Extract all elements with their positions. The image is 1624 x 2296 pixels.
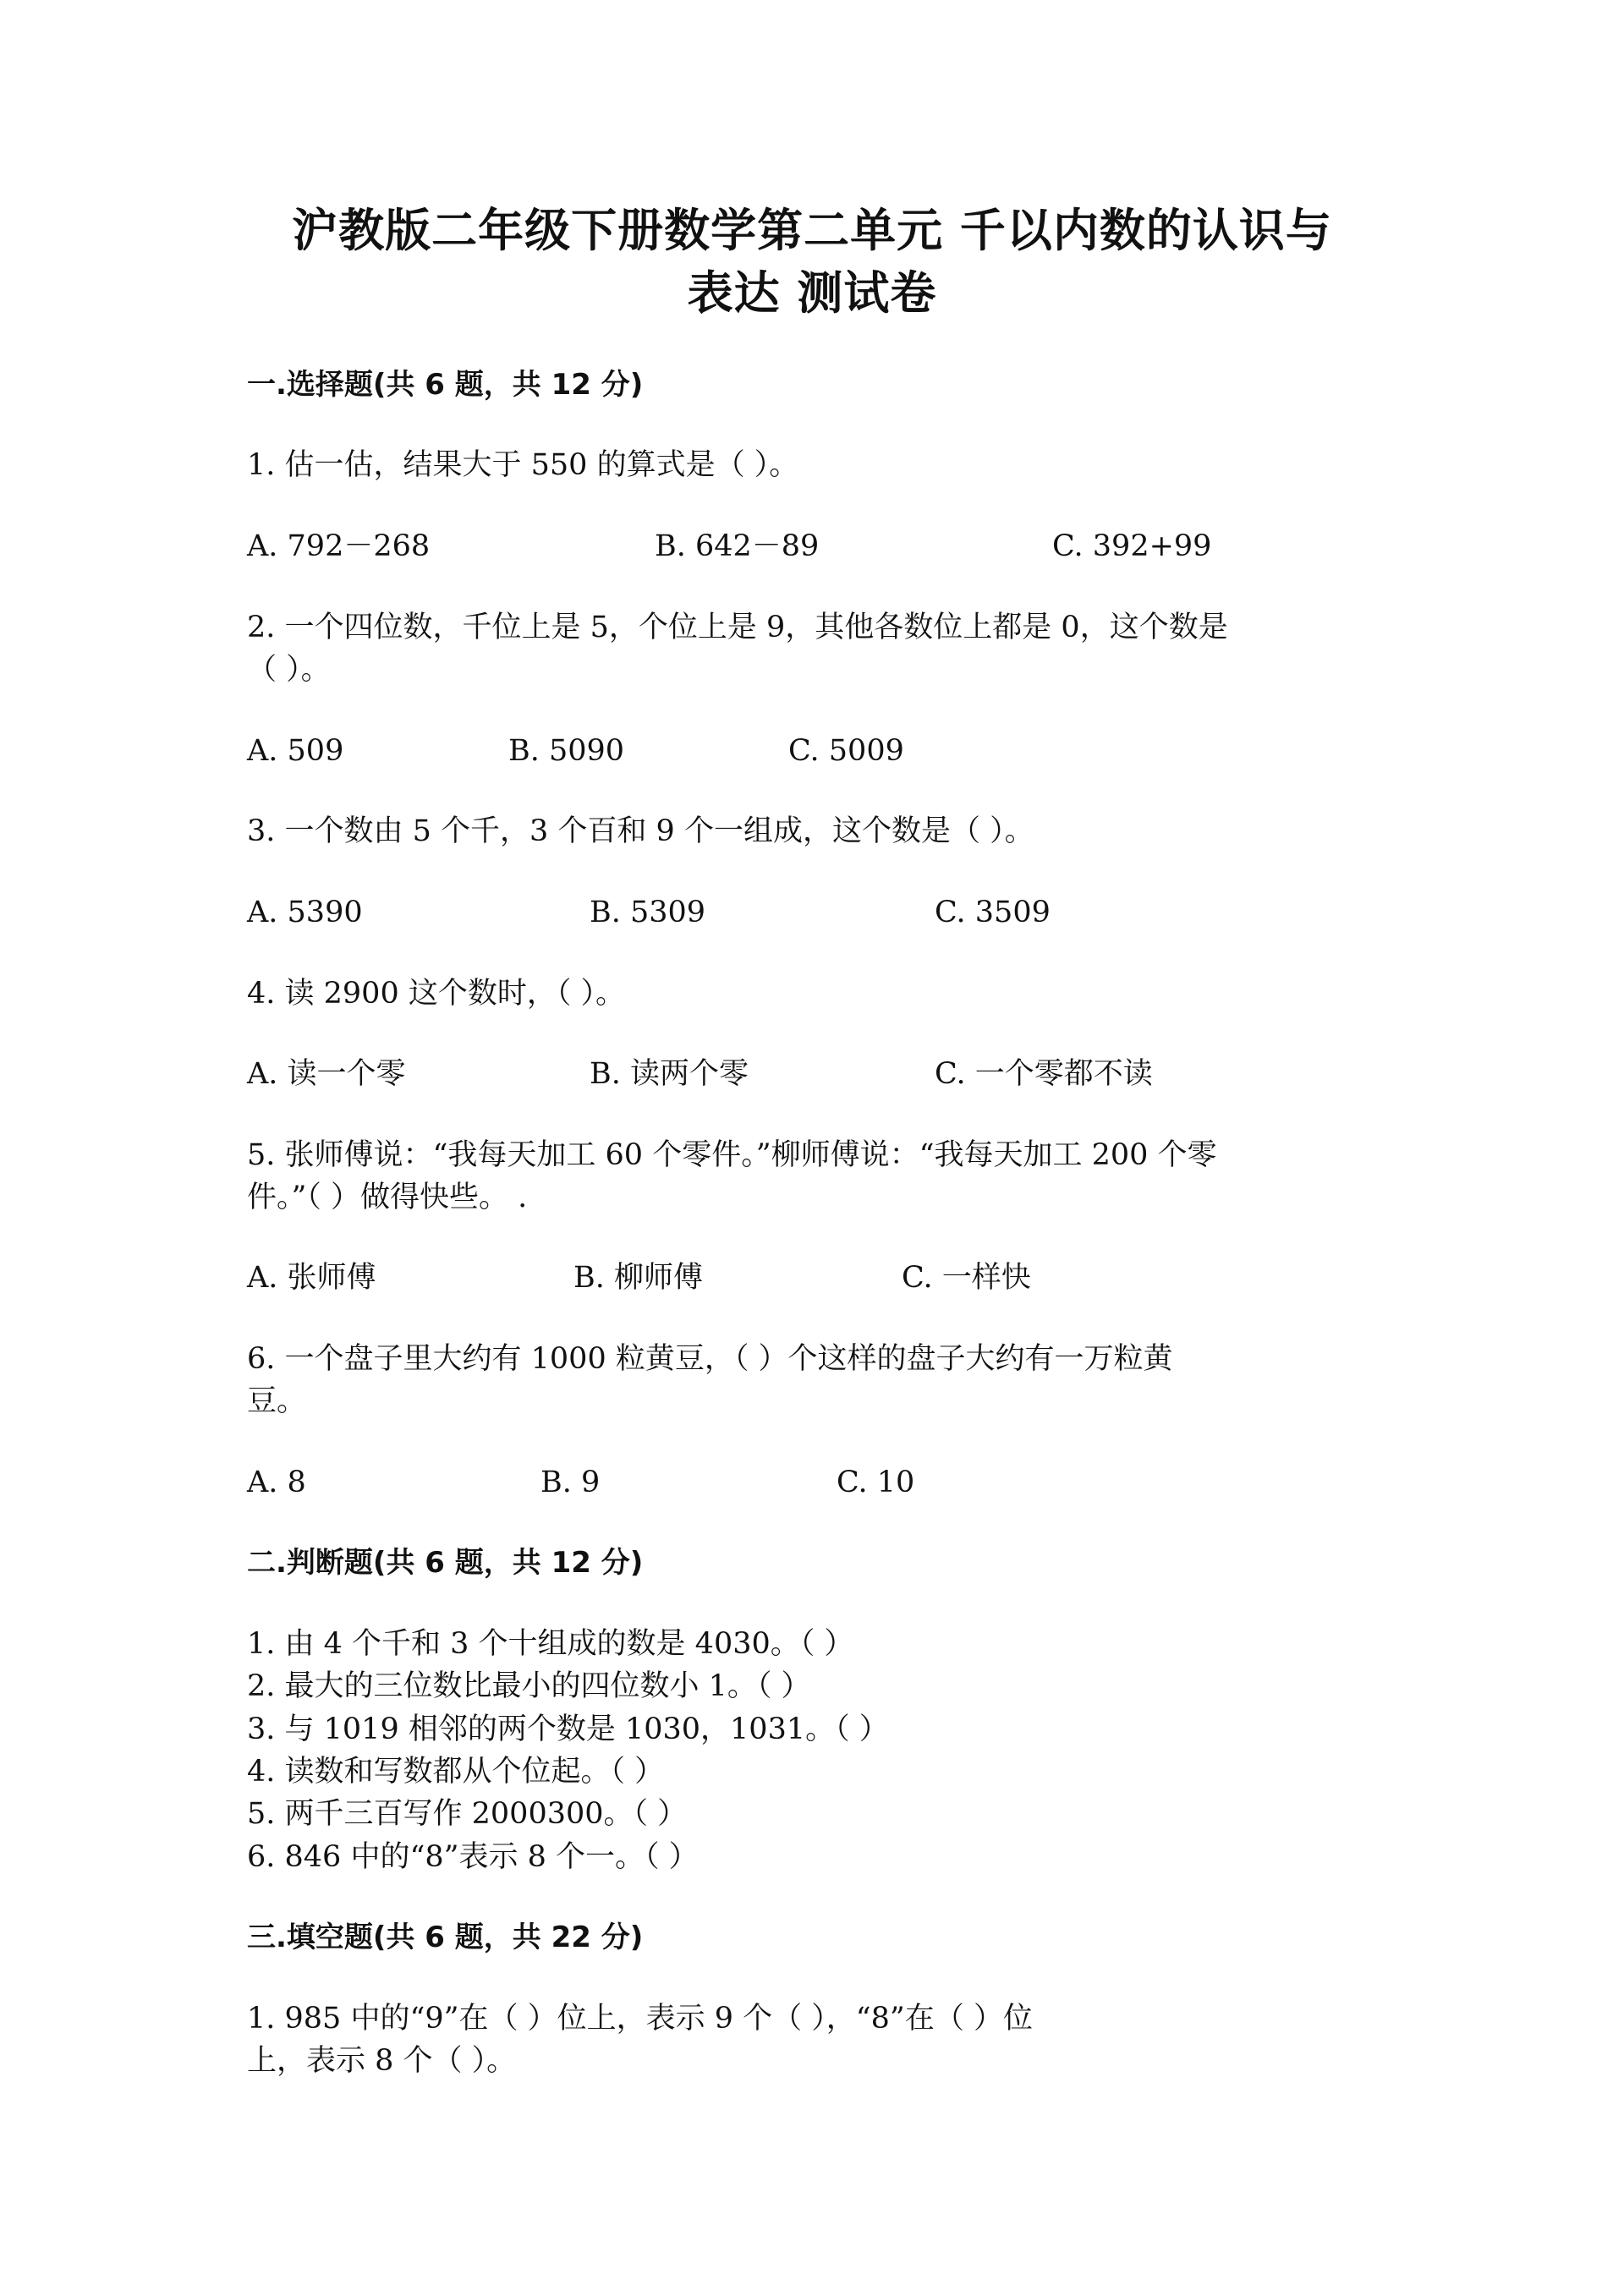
page-title-line-1: 沪教版二年级下册数学第二单元 千以内数的认识与	[292, 204, 1332, 257]
question-6-option-c: C. 10	[837, 1466, 915, 1499]
question-2-option-a: A. 509	[247, 734, 344, 768]
judgement-item-4: 4. 读数和写数都从个位起。（ ）	[247, 1755, 665, 1789]
question-2-text-line-2: （ ）。	[247, 653, 331, 687]
question-3-option-c: C. 3509	[935, 896, 1051, 929]
question-5-option-a: A. 张师傅	[247, 1261, 376, 1295]
question-1-option-c: C. 392+99	[1052, 529, 1212, 563]
question-6-option-b: B. 9	[540, 1466, 601, 1499]
question-1-option-b: B. 642－89	[655, 529, 820, 563]
question-3-option-a: A. 5390	[247, 896, 363, 929]
question-3-text: 3. 一个数由 5 个千，3 个百和 9 个一组成，这个数是（ ）。	[247, 814, 1034, 848]
judgement-item-5: 5. 两千三百写作 2000300。（ ）	[247, 1797, 688, 1831]
section-heading-fill-blank: 三.填空题(共 6 题，共 22 分)	[247, 1921, 644, 1954]
question-4-text: 4. 读 2900 这个数时，（ ）。	[247, 977, 625, 1011]
question-6-text-line-1: 6. 一个盘子里大约有 1000 粒黄豆，（ ）个这样的盘子大约有一万粒黄	[247, 1342, 1173, 1376]
question-6-option-a: A. 8	[247, 1466, 306, 1499]
question-5-option-b: B. 柳师傅	[573, 1261, 703, 1295]
judgement-item-1: 1. 由 4 个千和 3 个十组成的数是 4030。（ ）	[247, 1627, 854, 1661]
question-5-option-c: C. 一样快	[902, 1261, 1031, 1295]
question-1-text: 1. 估一估，结果大于 550 的算式是（ ）。	[247, 448, 799, 482]
question-2-option-b: B. 5090	[508, 734, 625, 768]
question-5-text-line-1: 5. 张师傅说：“我每天加工 60 个零件。”柳师傅说：“我每天加工 200 个零	[247, 1138, 1217, 1172]
question-2-text-line-1: 2. 一个四位数，千位上是 5，个位上是 9，其他各数位上都是 0，这个数是	[247, 611, 1228, 644]
question-2-option-c: C. 5009	[788, 734, 904, 768]
question-4-option-a: A. 读一个零	[247, 1057, 406, 1091]
section-heading-judgement: 二.判断题(共 6 题，共 12 分)	[247, 1546, 644, 1580]
question-3-option-b: B. 5309	[590, 896, 706, 929]
question-4-option-b: B. 读两个零	[590, 1057, 749, 1091]
question-4-option-c: C. 一个零都不读	[935, 1057, 1153, 1091]
section-heading-choice: 一.选择题(共 6 题，共 12 分)	[247, 368, 644, 402]
fill-blank-1-line-1: 1. 985 中的“9”在（ ）位上，表示 9 个（ ），“8”在（ ）位	[247, 2002, 1033, 2036]
fill-blank-1-line-2: 上，表示 8 个（ ）。	[247, 2044, 517, 2078]
question-1-option-a: A. 792－268	[247, 529, 431, 563]
question-6-text-line-2: 豆。	[247, 1384, 307, 1418]
judgement-item-3: 3. 与 1019 相邻的两个数是 1030，1031。（ ）	[247, 1712, 889, 1746]
judgement-item-6: 6. 846 中的“8”表示 8 个一。（ ）	[247, 1840, 699, 1874]
question-5-text-line-2: 件。”（ ）做得快些。 .	[247, 1181, 528, 1214]
page-title-line-2: 表达 测试卷	[687, 266, 937, 320]
judgement-item-2: 2. 最大的三位数比最小的四位数小 1。（ ）	[247, 1669, 811, 1703]
